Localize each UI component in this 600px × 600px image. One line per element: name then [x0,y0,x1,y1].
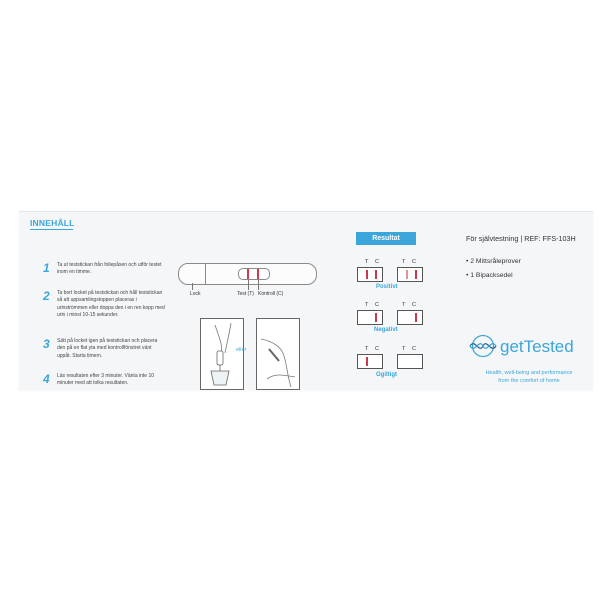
control-leader [258,280,259,290]
negative-cassette-1 [357,310,383,325]
step-number: 4 [43,372,50,386]
c-label: C [375,346,379,352]
c-label: C [375,259,379,265]
brand-name: getTested [500,337,574,356]
control-line [375,313,377,322]
positive-cassette-1 [357,267,383,282]
t-label: T [365,302,369,308]
bullet-item: • 2 Mittsråleprover [466,258,521,265]
negative-cassette-2 [397,310,423,325]
step-text: Sätt på locket igen på teststickan och placera den på en flat yta med kontrollfönstret vänt uppåt. Starta timern. [57,338,158,359]
illustration-stream [256,318,300,390]
step-number: 3 [43,337,50,351]
step-text: Ta bort locket på teststickan och håll teststickan så att uppsamlingstoppen placeras i urinströmmen eller doppa den i en ren kopp med urin i minst 10-15 sekunder. [57,290,165,319]
stick-control-line [257,269,259,279]
c-label: C [375,302,379,308]
test-line [366,357,368,366]
t-label: T [402,259,406,265]
test-line-faint [406,270,408,279]
c-label: C [412,346,416,352]
lock-leader [192,283,193,290]
tagline-line-2: from the comfort of home [498,378,560,384]
t-label: T [402,302,406,308]
control-line [415,313,417,322]
title-underline [30,229,73,230]
bullet-item: • 1 Bipacksedel [466,272,513,279]
stick-test-line [247,269,249,279]
ref-text: För självtestning | REF: FFS-103H [466,234,576,243]
control-line [415,270,417,279]
lock-label: Lock [190,291,201,297]
stick-cap-divider [205,263,206,285]
test-label: Test (T) [237,291,254,297]
step-4 [45,373,165,388]
step-text: Ta ut teststickan från foliepåsen och utför testet inom en timme. [57,262,162,276]
or-label: eller [236,347,247,353]
brand-tagline [466,369,592,385]
t-label: T [365,259,369,265]
c-label: C [412,302,416,308]
invalid-label: Ogiltigt [376,372,397,378]
control-label: Kontroll (C) [258,291,284,297]
step-number: 1 [43,261,50,275]
test-line [366,270,368,279]
step-2 [45,290,165,320]
invalid-cassette-1 [357,354,383,369]
control-line [375,270,377,279]
illustration-cup [200,318,247,390]
invalid-cassette-2 [397,354,423,369]
tagline-line-1: Health, well-being and performance [485,370,573,376]
positive-cassette-2 [397,267,423,282]
hand-cup-illustration [201,319,243,389]
results-header: Resultat [356,232,416,245]
hand-stream-illustration [257,319,299,389]
dna-logo-icon [468,334,498,358]
c-label: C [412,259,416,265]
stick-result-window [238,268,270,280]
step-3 [45,338,165,360]
t-label: T [365,346,369,352]
step-1 [45,262,165,277]
positive-label: Positivt [376,284,398,290]
negative-label: Negativt [374,327,398,333]
section-title: INNEHÅLL [30,218,75,228]
t-label: T [402,346,406,352]
step-number: 2 [43,289,50,303]
test-leader [248,280,249,290]
step-text: Läs resultaten efter 3 minuter. Vänta inte 10 minuter med att tolka resultaten. [57,373,155,387]
